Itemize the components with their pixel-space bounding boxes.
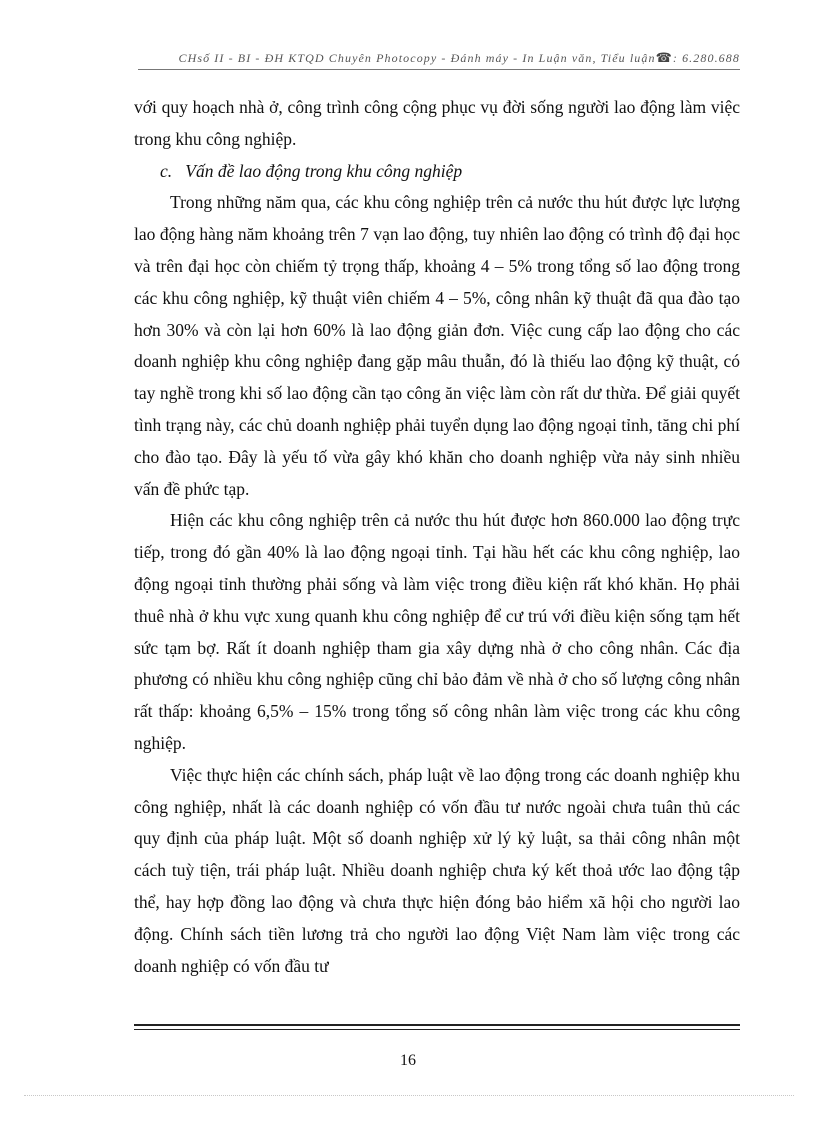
section-heading: c. Vấn đề lao động trong khu công nghiệp <box>160 160 463 181</box>
page-number: 16 <box>400 1052 416 1069</box>
header-phone: : 6.280.688 <box>672 51 740 65</box>
footer-rule <box>134 1024 740 1030</box>
paragraph-labor-force: Trong những năm qua, các khu công nghiệp trên cả nước thu hút được lực lượng lao động hàng năm khoảng trên 7 vạn lao động, tuy nhiên lao động có trình độ đại học và trên đại học còn chiếm tỷ trọng thấp, khoảng 4 – 5% trong tổng số lao động trong các khu công nghiệp, kỹ thuật viên chiếm 4 – 5%, công nhân kỹ thuật đã qua đào tạo hơn 30% và còn lại hơn 60% là lao động giản đơn. Việc cung cấp lao động cho các doanh nghiệp khu công nghiệp đang gặp mâu thuẫn, đó là thiếu lao động kỹ thuật, có tay nghề trong khi số lao động cần tạo công ăn việc làm còn rất dư thừa. Để giải quyết tình trạng này, các chủ doanh nghiệp phải tuyển dụng lao động ngoại tỉnh, tăng chi phí cho đào tạo. Đây là yếu tố vừa gây khó khăn cho doanh nghiệp vừa nảy sinh nhiều vấn đề phức tạp. <box>134 192 740 499</box>
paragraph-housing: Hiện các khu công nghiệp trên cả nước thu hút được hơn 860.000 lao động trực tiếp, trong đó gần 40% là lao động ngoại tỉnh. Tại hầu hết các khu công nghiệp, lao động ngoại tỉnh thường phải sống và làm việc trong điều kiện rất khó khăn. Họ phải thuê nhà ở khu vực xung quanh khu công nghiệp để cư trú với điều kiện sống tạm hết sức tạm bợ. Rất ít doanh nghiệp tham gia xây dựng nhà ở cho công nhân. Các địa phương có nhiều khu công nghiệp cũng chỉ bảo đảm về nhà ở cho số lượng công nhân rất thấp: khoảng 6,5% – 15% trong tổng số công nhân làm việc trong các khu công nghiệp. <box>134 510 740 753</box>
page-header <box>138 50 740 70</box>
phone-icon: ☎ <box>655 50 673 65</box>
page-border <box>24 1095 794 1096</box>
paragraph-labor-law: Việc thực hiện các chính sách, pháp luật về lao động trong các doanh nghiệp khu công nghiệp, nhất là các doanh nghiệp có vốn đầu tư nước ngoài chưa tuân thủ các quy định của pháp luật. Một số doanh nghiệp xử lý kỷ luật, sa thải công nhân một cách tuỳ tiện, trái pháp luật. Nhiều doanh nghiệp chưa ký kết thoả ước lao động tập thể, hay hợp đồng lao động và chưa thực hiện đóng bảo hiểm xã hội cho người lao động. Chính sách tiền lương trả cho người lao động Việt Nam làm việc trong các doanh nghiệp có vốn đầu tư <box>134 764 740 976</box>
document-body <box>134 92 740 982</box>
paragraph-continuation: với quy hoạch nhà ở, công trình công cộng phục vụ đời sống người lao động làm việc trong khu công nghiệp. <box>134 97 740 149</box>
header-text: CHsố II - BI - ĐH KTQD Chuyên Photocopy - Đánh máy - In Luận văn, Tiểu luận <box>178 51 656 65</box>
